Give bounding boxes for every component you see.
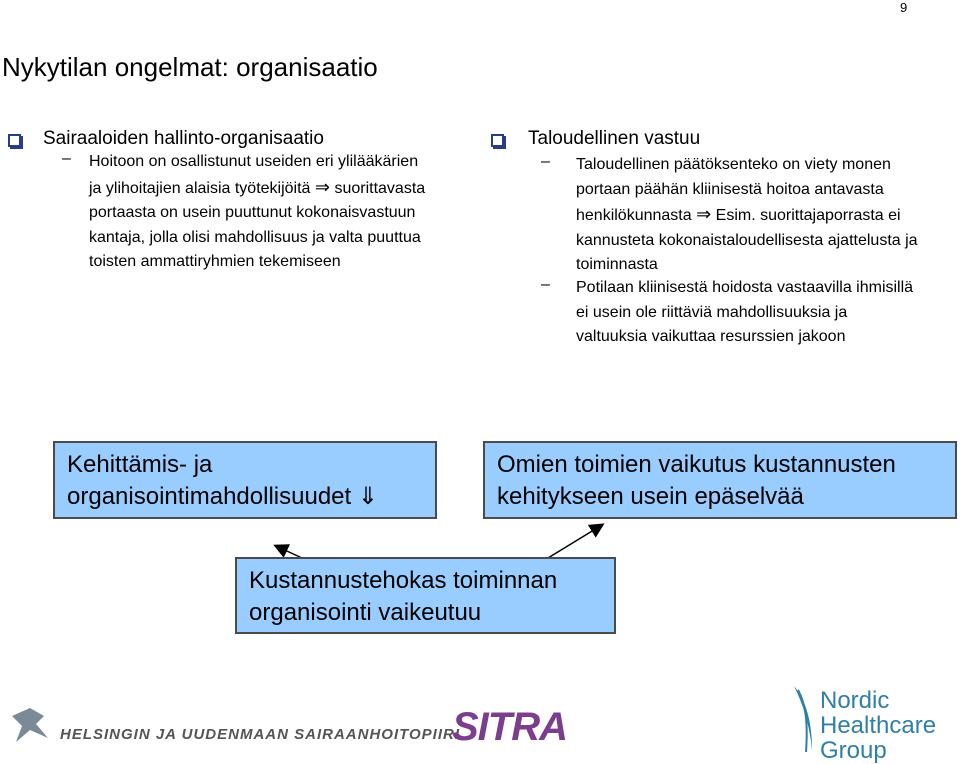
text-line: kannusteta kokonaistaloudellisesta ajattelusta ja	[576, 231, 918, 249]
box-line: organisointi vaikeutuu	[249, 599, 482, 626]
text-line: portaasta on usein puuttunut kokonaisvastuun	[89, 204, 416, 221]
box-line: organisointimahdollisuudet ⇓	[67, 483, 378, 510]
nhg-line: Group	[820, 737, 887, 764]
implies-arrow-icon: ⇒	[314, 176, 330, 197]
nhg-logo-text	[820, 688, 936, 763]
page-number: 9	[900, 0, 908, 15]
text-line: Potilaan kliinisestä hoidosta vastaavilla ihmisillä	[576, 279, 914, 296]
box-line: kehitykseen usein epäselvää	[497, 483, 804, 510]
nhg-logo-icon	[794, 686, 812, 752]
hus-logo-icon	[12, 708, 48, 742]
text-line: toisten ammattiryhmien tekemiseen	[89, 253, 341, 270]
implies-arrow-icon: ⇒	[696, 204, 712, 224]
dash-bullet: –	[541, 153, 550, 170]
text-line: valtuuksia vaikuttaa resurssien jakoon	[576, 328, 846, 345]
box-line: Kehittämis- ja	[67, 451, 213, 478]
text-line: Hoitoon on osallistunut useiden eri ylilääkärien	[89, 153, 419, 170]
page-title: Nykytilan ongelmat: organisaatio	[2, 52, 378, 82]
text-line: portaan päähän kliinisestä hoitoa antavasta	[576, 180, 884, 198]
nhg-line: Healthcare	[820, 712, 937, 739]
box-line: Kustannustehokas toiminnan	[249, 567, 558, 594]
text-line: toiminnasta	[576, 256, 658, 273]
left-heading: Sairaaloiden hallinto-organisaatio	[43, 128, 324, 149]
text-line: henkilökunnasta ⇒ Esim. suorittajaporrasta ei	[576, 204, 901, 224]
hus-logo-text: HELSINGIN JA UUDENMAAN SAIRAANHOITOPIIRI	[60, 726, 461, 743]
text-line: kantaja, jolla olisi mahdollisuus ja valta puuttua	[89, 228, 421, 246]
nhg-line: Nordic	[820, 687, 890, 714]
sitra-logo: SITRA	[452, 705, 567, 749]
text-line: ja ylihoitajien alaisia työtekijöitä ⇒ suorittavasta	[89, 176, 426, 197]
dash-bullet: –	[541, 276, 550, 293]
text-line: Taloudellinen päätöksenteko on viety monen	[576, 156, 891, 173]
down-arrow-icon: ⇓	[357, 483, 378, 510]
right-heading: Taloudellinen vastuu	[528, 128, 701, 149]
box-line: Omien toimien vaikutus kustannusten	[497, 451, 896, 478]
text-line: ei usein ole riittäviä mahdollisuuksia ja	[576, 303, 848, 321]
dash-bullet: –	[62, 150, 71, 167]
